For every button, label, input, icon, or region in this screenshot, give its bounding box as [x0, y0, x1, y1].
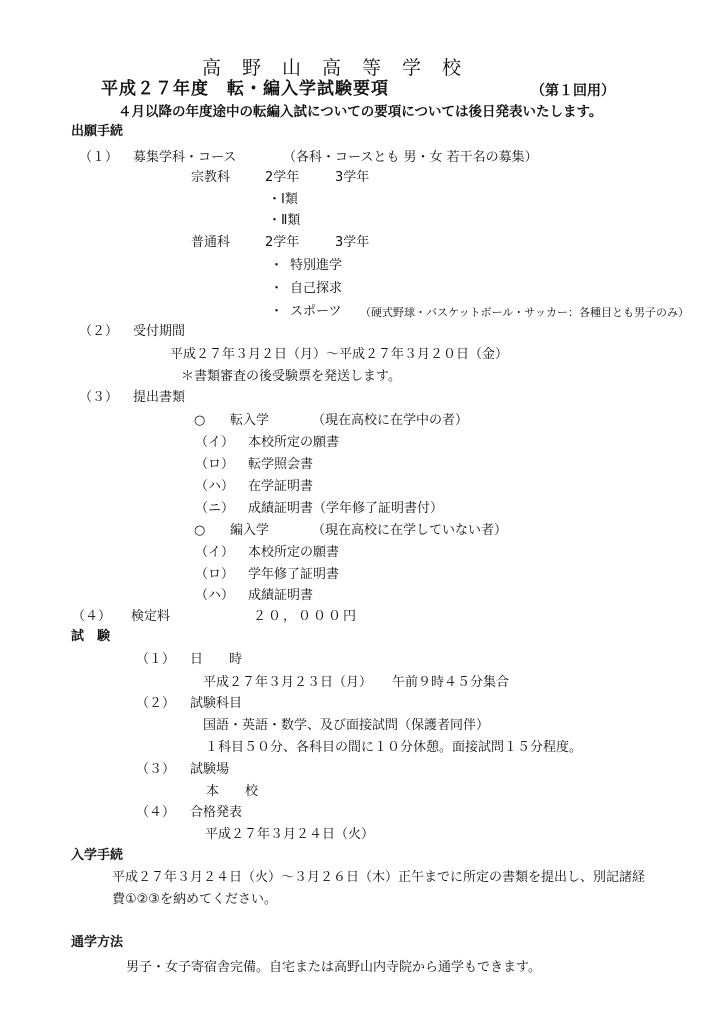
exam-heading: 試 験	[71, 629, 111, 644]
exam-fee: ２０，０００円	[253, 609, 359, 624]
item-number: （３）	[79, 390, 119, 405]
doc-value: 本校所定の願書	[248, 545, 340, 560]
recruit-note: （各科・コースとも 男・女 若干名の募集）	[283, 150, 538, 165]
grade-label: 3学年	[335, 170, 370, 185]
course-item: スポーツ	[290, 304, 342, 319]
doc-value: 成績証明書（学年修了証明書付）	[248, 501, 444, 516]
notice-text: ４月以降の年度途中の転編入試についての要項については後日発表いたします。	[118, 104, 603, 120]
exam-subjects: 国語・英語・数学、及び面接試問（保護者同伴）	[203, 718, 490, 733]
course-bullet: ・	[270, 281, 284, 296]
document-title: 平成２７年度 転・編入学試験要項	[101, 79, 389, 99]
course-item: ・Ⅰ類	[268, 192, 298, 207]
item-label: 受付期間	[133, 324, 186, 339]
item-number: （１）	[79, 150, 119, 165]
exam-item-number: （１）	[136, 652, 176, 667]
transfer-condition: （現在高校に在学中の者）	[312, 413, 469, 428]
item-label: 検定料	[131, 609, 171, 624]
exam-item-number: （４）	[136, 805, 176, 820]
enroll-text-line2: 費①②③を納めてください。	[112, 892, 277, 907]
course-bullet: ・	[270, 258, 284, 273]
exam-item-number: （２）	[136, 696, 176, 711]
exam-item-label: 日 時	[190, 652, 243, 667]
edition-note: （第１回用）	[531, 83, 615, 99]
item-label: 提出書類	[133, 390, 186, 405]
commute-heading: 通学方法	[71, 935, 124, 950]
exam-item-label: 合格発表	[190, 805, 243, 820]
doc-key: （ニ）	[195, 501, 235, 516]
doc-value: 本校所定の願書	[248, 435, 340, 450]
enroll-heading: 入学手続	[71, 848, 124, 863]
doc-key: （ロ）	[195, 567, 235, 582]
enroll-text-line1: 平成２７年３月２４日（火）～３月２６日（木）正午までに所定の書類を提出し、別記諸経	[112, 870, 646, 885]
sports-note: （硬式野球・バスケットボール・サッカー：各種目とも男子のみ）	[360, 306, 690, 319]
result-date: 平成２７年３月２４日（火）	[205, 827, 375, 842]
period-note: ＊書類審査の後受験票を発送します。	[181, 369, 401, 384]
course-item: 特別進学	[290, 258, 343, 273]
doc-key: （ハ）	[195, 479, 235, 494]
commute-text: 男子・女子寄宿舎完備。自宅または高野山内寺院から通学もできます。	[126, 960, 541, 975]
circle-mark: ○	[194, 523, 206, 538]
course-item: ・Ⅱ類	[268, 213, 301, 228]
exam-assembly-time: 午前９時４５分集合	[392, 675, 510, 690]
application-heading: 出願手続	[71, 124, 124, 139]
dept-name: 宗教科	[191, 170, 231, 185]
doc-value: 成績証明書	[248, 588, 314, 603]
doc-value: 在学証明書	[248, 479, 314, 494]
exam-schedule-note: １科目５０分、各科目の間に１０分休憩。面接試問１５分程度。	[205, 740, 583, 755]
doc-key: （イ）	[195, 545, 235, 560]
grade-label: 2学年	[265, 235, 300, 250]
grade-label: 2学年	[265, 170, 300, 185]
item-number: （４）	[72, 609, 112, 624]
dept-name: 普通科	[191, 235, 231, 250]
readmit-condition: （現在高校に在学していない者）	[312, 523, 508, 538]
school-name: 高野山高等学校	[202, 57, 483, 79]
exam-date: 平成２７年３月２３日（月）	[203, 675, 373, 690]
readmit-title: 編入学	[230, 523, 270, 538]
exam-item-label: 試験場	[190, 762, 230, 777]
doc-value: 転学照会書	[248, 457, 314, 472]
exam-item-label: 試験科目	[190, 696, 243, 711]
doc-key: （イ）	[195, 435, 235, 450]
item-label: 募集学科・コース	[133, 150, 237, 165]
item-number: （２）	[79, 324, 119, 339]
exam-item-number: （３）	[136, 762, 176, 777]
exam-venue: 本 校	[206, 784, 259, 799]
grade-label: 3学年	[335, 235, 370, 250]
course-item: 自己探求	[290, 281, 343, 296]
circle-mark: ○	[194, 413, 206, 428]
doc-value: 学年修了証明書	[248, 567, 340, 582]
doc-key: （ハ）	[195, 588, 235, 603]
course-bullet: ・	[270, 304, 284, 319]
transfer-title: 転入学	[230, 413, 270, 428]
doc-key: （ロ）	[195, 457, 235, 472]
application-period: 平成２７年３月２日（月）～平成２７年３月２０日（金）	[170, 347, 509, 362]
